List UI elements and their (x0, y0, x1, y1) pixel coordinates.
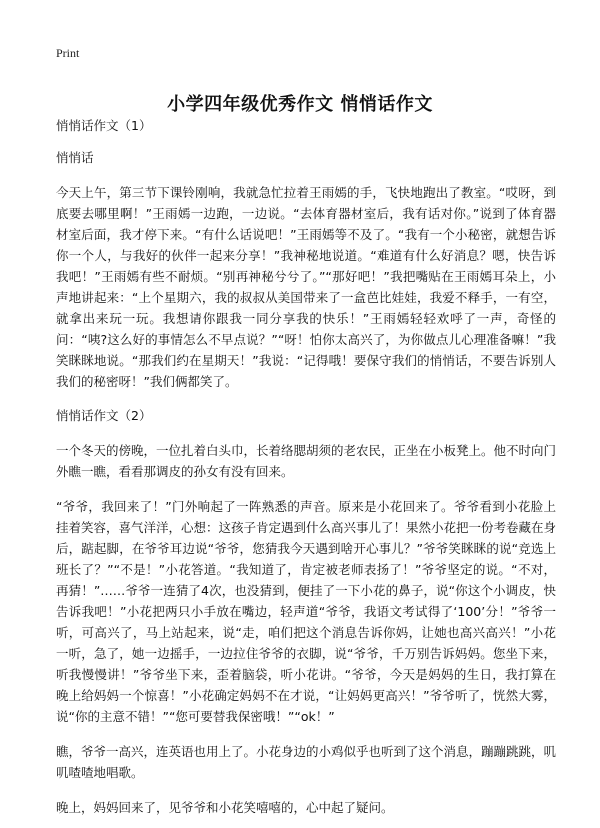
section-1-heading: 悄悄话作文（1） (56, 118, 152, 133)
section-1-paragraph: 今天上午，第三节下课铃刚响，我就急忙拉着王雨嫣的手，飞快地跑出了教室。“哎呀，到底要去哪里啊！”王雨嫣一边跑，一边说。“去体育器材室后，我有话对你。”说到了体育器材室后面，我才停下来。“有什么话说吧！”王雨嫣等不及了。“我有一个小秘密，就想告诉你一个人，与我好的伙伴一起来分享！”我神秘地说道。“难道有什么好消息？嗯，快告诉我吧！”王雨嫣有些不耐烦。“别再神秘兮兮了。”“那好吧！”我把嘴贴在王雨嫣耳朵上，小声地讲起来：“上个星期六，我的叔叔从美国带来了一盒芭比娃娃，我爱不释手，一有空，就拿出来玩一玩。我想请你跟我一同分享我的快乐！”王雨嫣轻轻欢呼了一声，奇怪的问：“咦?这么好的事情怎么不早点说？”“呀！怕你太高兴了，为你做点儿心理准备嘛！”我笑眯眯地说。“那我们约在星期天！”我说：“记得哦！要保守我们的悄悄话，不要告诉别人我们的秘密呀！”我们俩都笑了。 (56, 185, 556, 389)
section-2-heading: 悄悄话作文（2） (56, 408, 152, 423)
section-2-paragraph-3: 瞧，爷爷一高兴，连英语也用上了。小花身边的小鸡似乎也听到了这个消息，蹦蹦跳跳，叽叽喳喳地唱歌。 (56, 744, 557, 780)
section-2-paragraph-4: 晚上，妈妈回来了，见爷爷和小花笑嘻嘻的，心中起了疑问。 (56, 800, 394, 815)
article-body (56, 116, 556, 818)
print-link[interactable]: Print (56, 46, 80, 60)
section-2-paragraph-1: 一个冬天的傍晚，一位扎着白头巾，长着络腮胡须的老农民，正坐在小板凳上。他不时向门外瞧一瞧，看看那调皮的孙女有没有回来。 (56, 443, 557, 479)
section-2-paragraph-2: “爷爷，我回来了！”门外响起了一阵熟悉的声音。原来是小花回来了。爷爷看到小花脸上挂着笑容，喜气洋洋，心想：这孩子肯定遇到什么高兴事儿了！果然小花把一份考卷藏在身后，踮起脚，在爷爷耳边说“爷爷，您猜我今天遇到啥开心事儿？”爷爷笑眯眯的说“竞选上班长了？”“不是！”小花答道。“我知道了，肯定被老师表扬了！”爷爷坚定的说。“不对，再猜！”……爷爷一连猜了4次，也没猜到，便挂了一下小花的鼻子，说“你这个小调皮，快告诉我吧！”小花把两只小手放在嘴边，轻声道“爷爷，我语文考试得了‘100’分！”爷爷一听，可高兴了，马上站起来，说“走，咱们把这个消息告诉你妈，让她也高兴高兴！”小花一听，急了，她一边摇手，一边拉住爷爷的衣脚，说“爷爷，千万别告诉妈妈。您坐下来，听我慢慢讲！”爷爷坐下来，歪着脑袋，听小花讲。“爷爷，今天是妈妈的生日，我打算在晚上给妈妈一个惊喜！”小花确定妈妈不在才说，“让妈妈更高兴！”爷爷听了，恍然大雾，说“你的主意不错！”“您可要替我保密哦！”“ok！” (56, 499, 557, 724)
page-title: 小学四年级优秀作文 悄悄话作文 (167, 94, 433, 116)
section-1-subheading: 悄悄话 (56, 150, 94, 165)
